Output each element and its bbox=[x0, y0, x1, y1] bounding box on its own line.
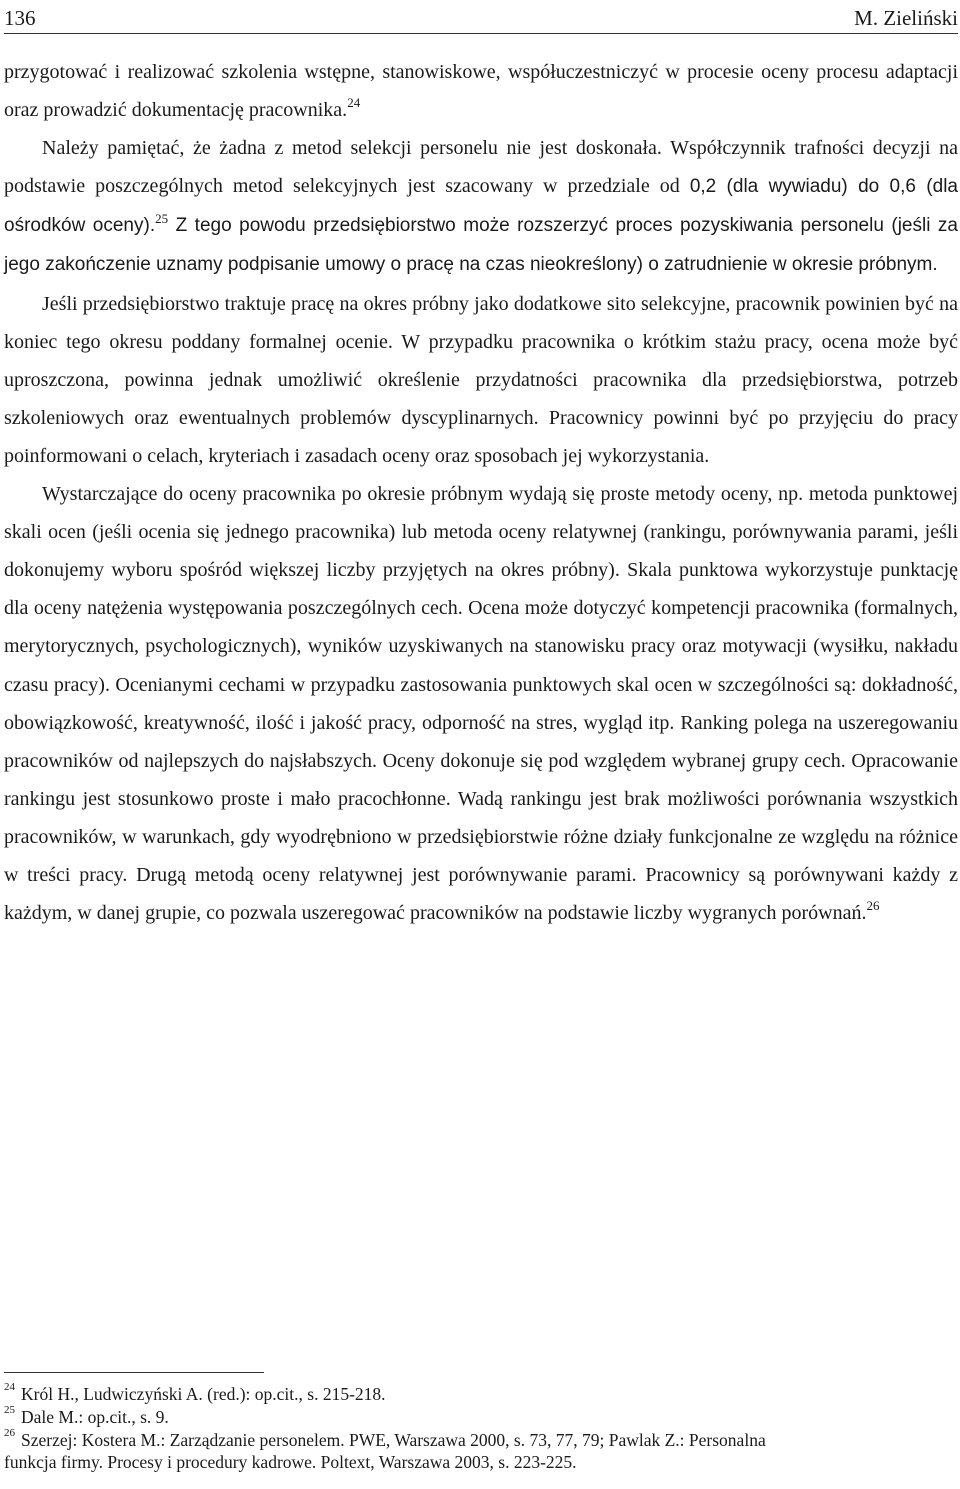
footnote-ref-24[interactable]: 24 bbox=[347, 95, 361, 111]
footnote-ref-26[interactable]: 26 bbox=[866, 898, 880, 914]
footnote-26 bbox=[4, 1426, 958, 1452]
running-author: M. Zieliński bbox=[854, 6, 958, 30]
header-rule bbox=[4, 33, 958, 34]
footnote-text: Dale M.: op.cit., s. 9. bbox=[21, 1406, 169, 1427]
footnote-number: 24 bbox=[4, 1381, 15, 1394]
footnote-number: 26 bbox=[4, 1426, 15, 1439]
footnotes bbox=[4, 1383, 958, 1474]
footnote-ref-25[interactable]: 25 bbox=[155, 210, 169, 226]
footnote-text: Król H., Ludwiczyński A. (red.): op.cit., s. 215-218. bbox=[21, 1384, 386, 1404]
footnote-25 bbox=[4, 1403, 958, 1429]
running-header bbox=[4, 3, 958, 33]
footnote-26-continuation: funkcja firmy. Procesy i procedury kadrowe. Poltext, Warszawa 2003, s. 223-225. bbox=[4, 1452, 577, 1473]
paragraph-1-text: przygotować i realizować szkolenia wstępne, stanowiskowe, współuczestniczyć w procesie oceny procesu adaptacji oraz prowadzić dokumentację pracownika. bbox=[4, 61, 958, 122]
footnote-text: Szerzej: Kostera M.: Zarządzanie personelem. PWE, Warszawa 2000, s. 73, 77, 79; Pawlak Z.: Personalna bbox=[21, 1429, 766, 1450]
paragraph-3 bbox=[4, 285, 958, 475]
page-number: 136 bbox=[4, 6, 36, 30]
footnote-number: 25 bbox=[4, 1403, 15, 1416]
paragraph-4-text: Wystarczające do oceny pracownika po okresie próbnym wydają się proste metody oceny, np. metoda punktowej skali ocen (jeśli ocenia się jednego pracownika) lub metoda oceny relatywnej (rankingu, porównywania parami, jeśli dokonujemy wyboru spośród większej liczby przyjętych na okres próbny). Skala punktowa wykorzystuje punktację dla oceny natężenia występowania poszczególnych cech. Ocena może dotyczyć kompetencji pracownika (formalnych, merytorycznych, psychologicznych), wyników uzyskiwanych na stanowisku pracy oraz motywacji (wysiłku, nakładu czasu pracy). Ocenianymi cechami w przypadku zastosowania punktowych skal ocen w szczególności są: dokładność, obowiązkowość, kreatywność, ilość i jakość pracy, odporność na stres, wygląd itp. Ranking polega na uszeregowaniu pracowników od najlepszych do najsłabszych. Oceny dokonuje się pod względem wybranej grupy cech. Opracowanie rankingu jest stosunkowo proste i mało pracochłonne. Wadą rankingu jest brak możliwości porównania wszystkich pracowników, w warunkach, gdy wyodrębniono w przedsiębiorstwie różne działy funkcjonalne ze względu na różnice w treści pracy. Drugą metodą oceny relatywnej jest porównywanie parami. Pracownicy są porównywani każdy z każdym, w danej grupie, co pozwala uszeregować pracowników na podstawie liczby wygranych porównań. bbox=[4, 483, 958, 925]
body-text bbox=[4, 53, 958, 932]
paragraph-2-sans-text: 0,2 (dla wywiadu) do 0,6 (dla ośrodków oceny). bbox=[4, 176, 958, 237]
footnote-rule bbox=[4, 1372, 264, 1373]
footnote-24 bbox=[4, 1383, 958, 1406]
paragraph-1 bbox=[4, 53, 958, 129]
paragraph-3-text: Jeśli przedsiębiorstwo traktuje pracę na okres próbny jako dodatkowe sito selekcyjne, pracownik powinien być na koniec tego okresu poddany formalnej ocenie. W przypadku pracownika o krótkim stażu pracy, ocena może być uproszczona, powinna jednak umożliwić określenie przydatności pracownika dla przedsiębiorstwa, potrzeb szkoleniowych oraz ewentualnych problemów dyscyplinarnych. Pracownicy powinni być po przyjęciu do pracy poinformowani o celach, kryteriach i zasadach oceny oraz sposobach jej wykorzystania. bbox=[4, 292, 958, 467]
paragraph-2 bbox=[4, 129, 958, 284]
paragraph-2-sans-text-2: Z tego powodu przedsiębiorstwo może rozszerzyć proces pozyskiwania personelu (jeśli za jego zakończenie uznamy podpisanie umowy o pracę na czas nieokreślony) o zatrudnienie w okresie próbnym. bbox=[4, 215, 958, 276]
paragraph-2-text: Należy pamiętać, że żadna z metod selekcji personelu nie jest doskonała. Współczynnik trafności decyzji na podstawie poszczególnych metod selekcyjnych jest szacowany w przedziale od bbox=[4, 137, 958, 198]
paragraph-4 bbox=[4, 475, 958, 932]
page bbox=[4, 0, 958, 1489]
